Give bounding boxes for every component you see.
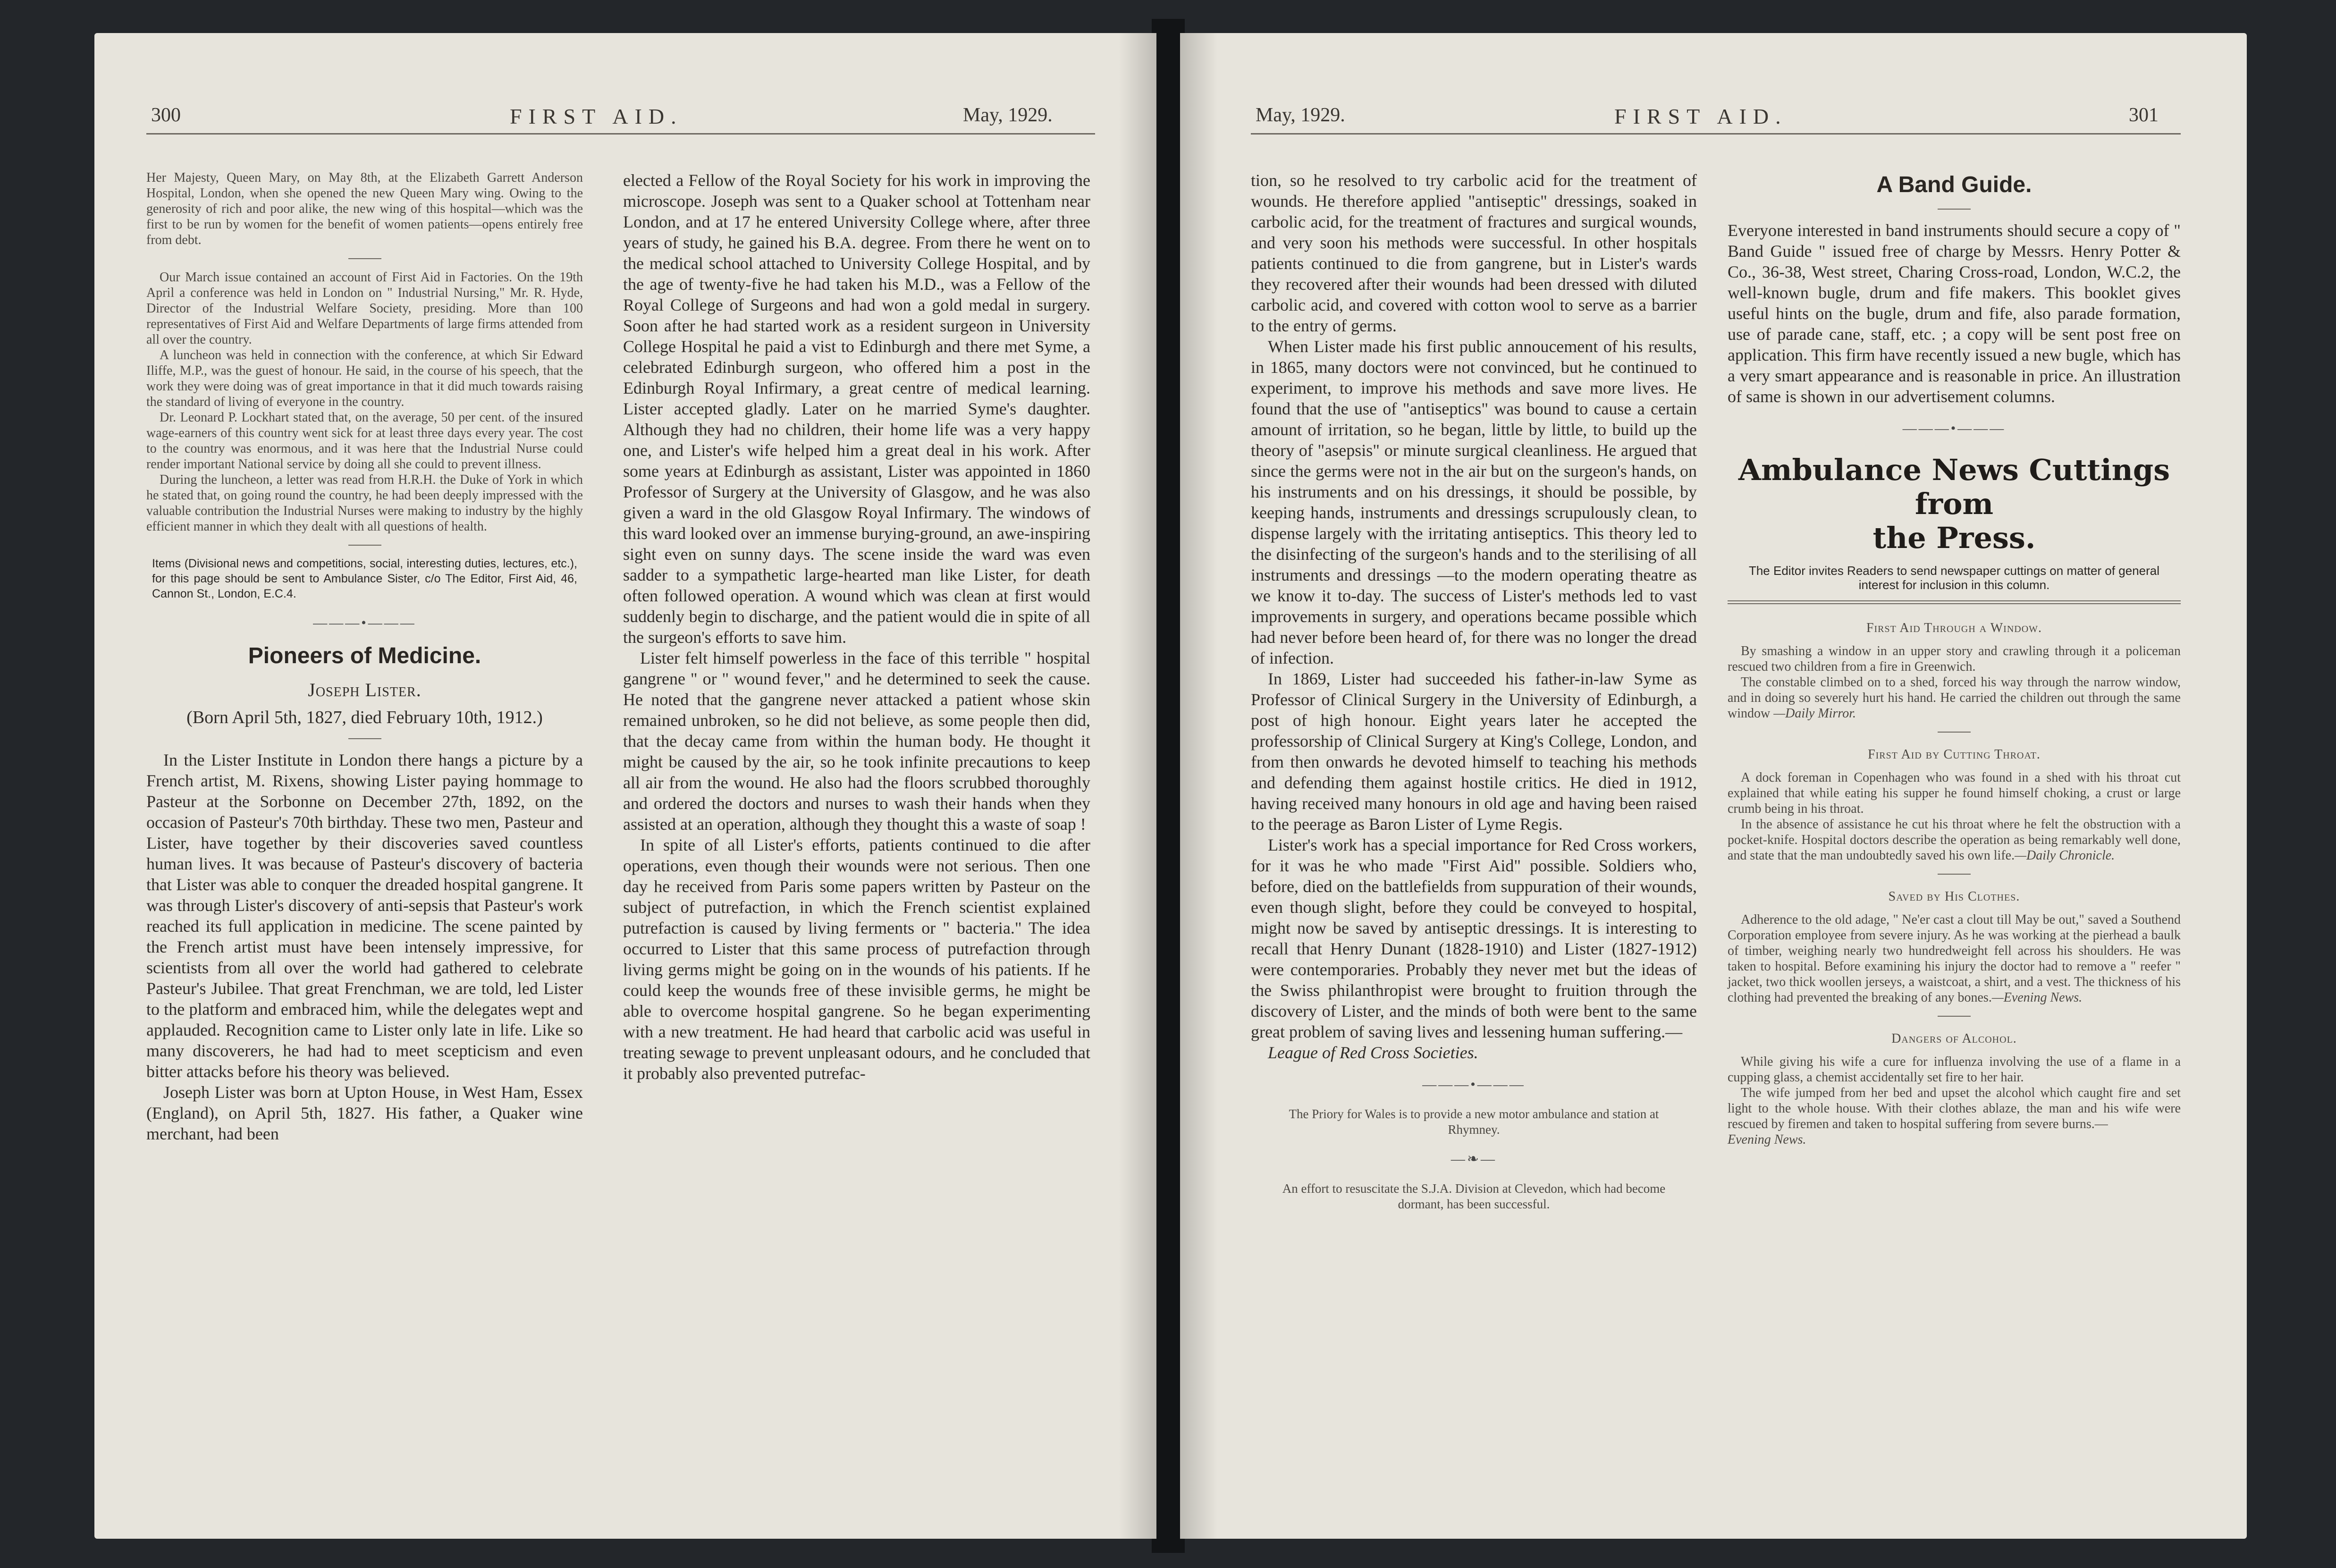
paragraph: elected a Fellow of the Royal Society for his work in improving the microscope. Joseph was sent to a Quaker school at Tottenham near London, and at 17 he entered University College where, after three years of study, he gained his B.A. degree. From there he went on to the medical school attached to University College Hospital, and by the age of twenty-five he had taken his M.D., was a Fellow of the Royal College of Surgeons and had won a gold medal in surgery. Soon after he had started work as a resident surgeon in University College Hospital he paid a vist to Edinburgh and there met Syme, a celebrated Edinburgh surgeon, who offered him a post in the Edinburgh Royal Infirmary, a great centre of medical learning. Lister accepted gladly. Later on he married Syme's daughter. Although they had no children, their home life was a very happy one, and Lister's wife helped him a great deal in his work. After some years at Edinburgh as assistant, Lister was appointed in 1860 Professor of Surgery at the University of Glasgow, and he was also given a ward in the old Glasgow Royal Infirmary. The windows of this ward looked over an immense burying-ground, an awe-inspiring sight even on sunny days. The scene inside the ward was even sadder to a sympathetic large-hearted man like Lister, for death often followed operation. A wound which was clean at first would suddenly begin to discharge, and the patient would die in spite of all the surgeon's efforts to save him. bbox=[623, 171, 1090, 647]
news-title-line-2: the Press. bbox=[1872, 521, 2036, 555]
divider bbox=[1938, 1016, 1971, 1017]
paragraph: Dr. Leonard P. Lockhart stated that, on the average, 50 per cent. of the insured wage-earners of this country went sick for at least three days every year. The cost to the country was enormous, and it was here that the Industrial Nurse could render important National service by doing all she could to prevent illness. bbox=[146, 410, 583, 472]
queen-mary-item bbox=[146, 170, 583, 248]
page-number: 300 bbox=[151, 104, 181, 126]
clipping bbox=[1728, 889, 2181, 1005]
paragraph: Our March issue contained an account of First Aid in Factories. On the 19th April a conference was held in London on " Industrial Nursing," Mr. R. Hyde, Director of the Industrial Welfare Society, presiding. More than 100 representatives of First Aid and Welfare Departments of large firms attended from all over the country. bbox=[146, 270, 583, 347]
paragraph: Lister felt himself powerless in the face of this terrible " hospital gangrene " or " wound fever," and he determined to seek the cause. He noted that the gangrene never attacked a patient whose skin remained unbroken, so he did not believe, as some people then did, that the decay came from within the human body. He thought it might be caused by the air, so he took infinite precautions to keep all air from the wound. He also had the floors scrubbed thoroughly and ordered the doctors and nurses to wash their hands when they assisted at an operation, although they thought this a waste of soap ! bbox=[623, 649, 1090, 834]
article-subject: Joseph Lister. bbox=[308, 679, 422, 700]
right-column-2 bbox=[1728, 170, 2181, 1147]
clipping-heading: First Aid Through a Window. bbox=[1866, 621, 2042, 635]
ornament-divider: ———•——— bbox=[313, 615, 416, 631]
ornament-divider: ———•——— bbox=[1902, 421, 2006, 436]
clipping-source: Evening News. bbox=[1728, 1132, 1806, 1147]
header-rule bbox=[146, 133, 1095, 135]
paragraph: While giving his wife a cure for influenza involving the use of a flame in a cupping glass, a chemist accidentally set fire to her hair. bbox=[1728, 1054, 2181, 1085]
paragraph: A dock foreman in Copenhagen who was found in a shed with his throat cut explained that while eating his supper he found himself choking, a crust or large crumb being in his throat. bbox=[1728, 770, 2181, 816]
header-rule bbox=[1251, 133, 2181, 135]
divider bbox=[348, 258, 381, 259]
paragraph: tion, so he resolved to try carbolic acid for the treatment of wounds. He therefore applied "antiseptic" dressings, soaked in carbolic acid, for the treatment of fractures and surgical wounds, and very soon his methods were successful. In other hospitals patients continued to die from gangrene, but in Lister's wards they recovered after their wounds had been dressed with diluted carbolic acid, and covered with cotton wool to serve as a barrier to the entry of germs. bbox=[1251, 171, 1697, 335]
clipping-source: —Daily Chronicle. bbox=[2015, 848, 2115, 863]
paragraph: A luncheon was held in connection with the conference, at which Sir Edward Iliffe, M.P., was the guest of honour. He said, in the course of his speech, that the work they were doing was of great importance in that it did much towards raising the standard of living of everyone in the country. bbox=[146, 348, 583, 409]
double-rule bbox=[1728, 600, 2181, 604]
right-page bbox=[1180, 33, 2247, 1539]
paragraph: In spite of all Lister's efforts, patients continued to die after operations, even though their wounds were not serious. Then one day he received from Paris some papers written by Pasteur on the subject of putrefaction, in which the French scientist explained putrefaction is caused by living ferments or " bacteria." The idea occurred to Lister that this same process of putrefaction through living germs might be going on in the wounds of his patients. If he could keep the wounds free of these invisible germs, he might be able to overcome hospital gangrene. So he began experimenting with a new treatment. He had heard that carbolic acid was useful in treating sewage to prevent unpleasant odours, and he concluded that it probably also prevented putrefac- bbox=[623, 835, 1090, 1083]
article-title: Pioneers of Medicine. bbox=[248, 643, 481, 668]
paragraph: Adherence to the old adage, " Ne'er cast a clout till May be out," saved a Southend Corporation employee from severe injury. As he was working at the pierhead a baulk of timber, weighing nearly two hundredweight fell across his shoulders. He was taken to hospital. Before examining his injury the doctor had to remove a " reefer " jacket, two thick woollen jerseys, a waistcoat, a shirt, and a vest. The thickness of his clothing had prevented the breaking of any bones.—Evening News. bbox=[1728, 912, 2181, 1005]
paragraph: The wife jumped from her bed and upset the alcohol which caught fire and set light to the whole house. With their clothes ablaze, the man and his wife were rescued by firemen and taken to hospital suffering from severe burns.— bbox=[1728, 1086, 2181, 1131]
paragraph: In the absence of assistance he cut his throat where he felt the obstruction with a pocket-knife. Hospital doctors describe the operation as being remarkably well done, and state that the man undoubtedly saved his own life.—Daily Chronicle. bbox=[1728, 817, 2181, 863]
left-column-2 bbox=[623, 170, 1090, 1084]
page-number: 301 bbox=[2129, 104, 2159, 126]
paragraph: The constable climbed on to a shed, forced his way through the narrow window, and in doing so severely hurt his hand. He carried the children out through the same window —Daily Mirror. bbox=[1728, 675, 2181, 721]
clipping-heading: First Aid by Cutting Throat. bbox=[1868, 747, 2041, 762]
ornament-divider: ———•——— bbox=[1422, 1077, 1526, 1092]
divider bbox=[1938, 874, 1971, 875]
ornament-divider: —❧— bbox=[1451, 1151, 1497, 1167]
clipping-heading: Saved by His Clothes. bbox=[1888, 889, 2020, 904]
paragraph: When Lister made his first public annoucement of his results, in 1865, many doctors were not convinced, but he continued to experiment, to improve his methods and save more lives. He found that the use of "antiseptics" was bound to cause a certain amount of irritation, so he began, little by little, to build up the theory of "asepsis" or minute surgical cleanliness. He argued that since the germs were not in the air but on the surgeon's hands, on his instruments and on his dressings, it should be possible, by keeping hands, instruments and dressings scrupulously clean, to dispense largely with the irritating antiseptics. This theory led to the disinfecting of the surgeon's hands and to the sterilising of all instruments and dressings —to the modern operating theatre as we know it to-day. The success of Lister's methods led to vast improvements in surgery, and operations became possible which had never before been heard of, for there was no longer the dread of infection. bbox=[1251, 337, 1697, 667]
clipping-source: —Daily Mirror. bbox=[1773, 706, 1856, 721]
clipping bbox=[1728, 747, 2181, 863]
band-guide-paragraph: Everyone interested in band instruments should secure a copy of " Band Guide " issued free of charge by Messrs. Henry Potter & Co., 36-38, West street, Charing Cross-road, London, W.C.2, the well-known bugle, drum and fife makers. This booklet gives useful hints on the bugle, drum and fife, also parade formation, use of parade cane, staff, etc. ; a copy will be sent post free on application. This firm have recently issued a new bugle, which has a very smart appearance and is reasonable in price. An illustration of same is shown in our advertisement columns. bbox=[1728, 221, 2181, 406]
paragraph: During the luncheon, a letter was read from H.R.H. the Duke of York in which he stated that, on going round the country, he had been deeply impressed with the valuable contribution the Industrial Nurses were making to industry by the highly efficient manner in which they dealt with all questions of health. bbox=[146, 472, 583, 534]
running-title: FIRST AID. bbox=[1614, 104, 1788, 128]
clevedon-note: An effort to resuscitate the S.J.A. Division at Clevedon, which had become dormant, has been successful. bbox=[1282, 1181, 1666, 1211]
clipping-source: —Evening News. bbox=[1991, 990, 2083, 1005]
left-page bbox=[94, 33, 1156, 1539]
divider bbox=[348, 545, 381, 546]
paragraph: In 1869, Lister had succeeded his father-in-law Syme as Professor of Clinical Surgery in the University of Edinburgh, a post of high honour. Eight years later he accepted the professorship of Clinical Surgery at King's College, London, and from then onwards he devoted himself to teaching his methods and defending them against hostile critics. He died in 1912, having received many honours in old age and having been raised to the peerage as Baron Lister of Lyme Regis. bbox=[1251, 669, 1697, 834]
clipping bbox=[1728, 1031, 2181, 1147]
divider bbox=[1938, 732, 1971, 733]
industrial-nursing-item bbox=[146, 270, 583, 534]
divider bbox=[348, 738, 381, 739]
paragraph: By smashing a window in an upper story and crawling through it a policeman rescued two children from a fire in Greenwich. bbox=[1728, 644, 2181, 674]
paragraph: Joseph Lister was born at Upton House, in West Ham, Essex (England), on April 5th, 1827. His father, a Quaker wine merchant, had been bbox=[146, 1083, 583, 1143]
issue-date: May, 1929. bbox=[963, 104, 1053, 126]
issue-date: May, 1929. bbox=[1256, 104, 1345, 126]
news-title-line-1: Ambulance News Cuttings from bbox=[1738, 453, 2170, 521]
items-note: Items (Divisional news and competitions, social, interesting duties, lectures, etc.), for this page should be sent to Ambulance Sister, c/o The Editor, First Aid, 46, Cannon St., London, E.C.4. bbox=[152, 557, 577, 600]
band-guide-title: A Band Guide. bbox=[1876, 172, 2032, 197]
paragraph: In the Lister Institute in London there hangs a picture by a French artist, M. Rixens, showing Lister paying hommage to Pasteur at the Sorbonne on December 27th, 1892, on the occasion of Pasteur's 70th birthday. These two men, Pasteur and Lister, have together by their discoveries saved countless human lives. It was because of Pasteur's discovery of bacteria that Lister was able to conquer the dreaded hospital gangrene. It was through Lister's discovery of anti-sepsis that Pasteur's work reached its full application in medicine. The scene painted by the French artist must have been intensely impressive, for scientists from all over the world had gathered to celebrate Pasteur's Jubilee. That great Frenchman, we are told, led Lister to the platform and embraced him, while the delegates wept and applauded. Recognition came to Lister only late in life. Like so many discoverers, he had had to meet scepticism and even bitter attacks before his theory was believed. bbox=[146, 750, 583, 1081]
clipping-heading: Dangers of Alcohol. bbox=[1891, 1031, 2017, 1046]
editor-note: The Editor invites Readers to send newspaper cuttings on matter of general interest for inclusion in this column. bbox=[1748, 564, 2160, 592]
article-source: League of Red Cross Societies. bbox=[1268, 1043, 1478, 1062]
paragraph: Lister's work has a special importance for Red Cross workers, for it was he who made "First Aid" possible. Soldiers who, before, died on the battlefields from suppuration of their wounds, even though slight, before they could be conveyed to hospital, might now be saved by antiseptic dressings. It is interesting to recall that Henry Dunant (1828-1910) and Lister (1827-1912) were contemporaries. Probably they never met but the ideas of the Swiss philanthropist were brought to fruition through the discovery of Lister, and the minds of both were bent to the same great problem of saving lives and lessening human suffering.— bbox=[1251, 835, 1697, 1041]
news-cuttings-title bbox=[1728, 453, 2181, 555]
priory-note: The Priory for Wales is to provide a new motor ambulance and station at Rhymney. bbox=[1289, 1107, 1659, 1137]
left-column-1 bbox=[146, 170, 583, 1144]
paragraph: Her Majesty, Queen Mary, on May 8th, at the Elizabeth Garrett Anderson Hospital, London, when she opened the new Queen Mary wing. Owing to the generosity of rich and poor alike, the new wing of this hospital—which was the first to be run by women for the benefit of women patients—opens entirely free from debt. bbox=[146, 170, 583, 247]
divider bbox=[1938, 209, 1971, 210]
right-column-1 bbox=[1251, 170, 1697, 1212]
running-title: FIRST AID. bbox=[510, 104, 683, 128]
clipping bbox=[1728, 620, 2181, 721]
article-dates: (Born April 5th, 1827, died February 10th, 1912.) bbox=[186, 708, 543, 727]
